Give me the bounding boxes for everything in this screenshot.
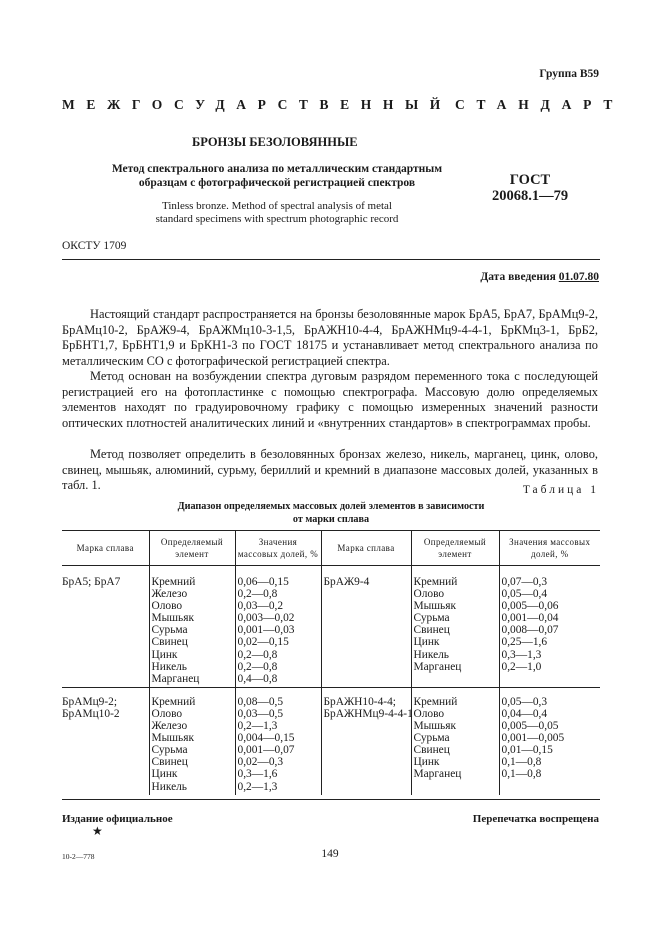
table-row xyxy=(62,687,600,794)
paragraph-elements: Метод позволяет определить в безоловянных бронзах железо, никель, марганец, цинк, олово, свинец, мышьяк, алюминий, сурьму, бериллий и кремний в диапазоне массовых долей, указанных в табл. 1. xyxy=(62,447,598,493)
table-caption-line2: от марки сплава xyxy=(292,514,370,525)
grade-cell xyxy=(321,687,411,794)
element-name: Олово xyxy=(151,600,183,613)
value-range: 0,3—1,3 xyxy=(501,648,542,661)
element-cell xyxy=(149,566,235,688)
value-range: 0,02—0,15 xyxy=(237,636,289,649)
column-header-values-right: Значения массовых долей, % xyxy=(499,531,600,566)
value-range: 0,1—0,8 xyxy=(501,768,542,781)
element-name: Кремний xyxy=(151,576,196,588)
value-range: 0,05—0,4 xyxy=(501,588,548,601)
element-name: Свинец xyxy=(413,744,450,757)
value-range: 0,001—0,005 xyxy=(501,732,565,745)
value-range: 0,4—0,8 xyxy=(237,672,278,685)
element-name: Олово xyxy=(413,707,445,720)
element-name: Олово xyxy=(413,588,445,601)
element-name: Никель xyxy=(413,648,450,661)
element-cell xyxy=(411,566,499,688)
table-label: Таблица 1 xyxy=(522,484,599,496)
element-name: Кремний xyxy=(413,576,458,588)
element-name: Олово xyxy=(151,707,183,720)
value-range: 0,03—0,5 xyxy=(237,707,284,720)
value-range: 0,04—0,4 xyxy=(501,707,548,720)
value-range: 0,01—0,15 xyxy=(501,744,553,757)
grade-name: БрАЖН10-4-4; xyxy=(323,695,396,708)
value-range: 0,07—0,3 xyxy=(501,576,548,588)
value-range: 0,05—0,3 xyxy=(501,695,548,708)
value-range: 0,005—0,05 xyxy=(501,720,559,733)
intro-date-label: Дата введения xyxy=(480,271,559,283)
element-name: Цинк xyxy=(151,648,178,661)
column-header-grade-left: Марка сплава xyxy=(62,531,149,566)
value-range: 0,2—0,8 xyxy=(237,648,278,661)
value-range: 0,2—1,0 xyxy=(501,660,542,673)
element-name: Цинк xyxy=(413,756,440,769)
intro-date-value: 01.07.80 xyxy=(558,271,599,283)
element-name: Кремний xyxy=(413,695,458,708)
column-header-element-right: Определяемый элемент xyxy=(411,531,499,566)
grade-cell xyxy=(62,566,149,688)
element-name: Сурьма xyxy=(413,732,450,745)
banner-left: МЕЖГОСУДАРСТВЕННЫЙ xyxy=(62,97,452,112)
print-code: 10-2—778 xyxy=(62,852,95,861)
table-header-row xyxy=(62,531,600,566)
value-cell xyxy=(235,566,321,688)
banner-right: СТАНДАРТ xyxy=(455,97,625,112)
official-edition: Издание официальное xyxy=(62,813,173,825)
paragraph-scope: Настоящий стандарт распространяется на бронзы безоловянные марок БрА5, БрА7, БрАМц9-2, БрАМц10-2, БрАЖ9-4, БрАЖМц10-3-1,5, БрАЖН10-4-4, БрАЖНМц9-4-4-1, БрКМц3-1, БрБ2, БрБНТ1,7, БрБНТ1,9 и БрКН1-3 по ГОСТ 18175 и устанавливает метод спектрального анализа по металлическим СО с фотографической регистрацией спектра. xyxy=(62,307,598,368)
value-range: 0,03—0,2 xyxy=(237,600,284,613)
group-code: Группа В59 xyxy=(539,68,599,80)
table-caption-line1: Диапазон определяемых массовых долей элементов в зависимости xyxy=(177,501,485,512)
grade-name: БрАЖ9-4 xyxy=(323,576,370,588)
element-name: Марганец xyxy=(413,768,462,781)
value-range: 0,001—0,03 xyxy=(237,624,295,637)
gost-label: ГОСТ xyxy=(509,172,551,188)
grade-name: БрАМц10-2 xyxy=(62,707,120,720)
element-name: Цинк xyxy=(413,636,440,649)
column-header-grade-right: Марка сплава xyxy=(321,531,411,566)
document-subtitle-line1: Метод спектрального анализа по металлическим стандартным xyxy=(111,163,443,175)
value-range: 0,2—0,8 xyxy=(237,660,278,673)
value-range: 0,001—0,07 xyxy=(237,744,295,757)
value-range: 0,1—0,8 xyxy=(501,756,542,769)
element-name: Марганец xyxy=(151,672,200,685)
element-name: Мышьяк xyxy=(413,600,457,613)
element-name: Свинец xyxy=(151,756,188,769)
value-range: 0,2—1,3 xyxy=(237,780,278,793)
value-range: 0,004—0,15 xyxy=(237,732,295,745)
english-title-line2: standard specimens with spectrum photographic record xyxy=(155,213,399,225)
grade-cell xyxy=(62,687,149,794)
element-name: Кремний xyxy=(151,695,196,708)
value-range: 0,02—0,3 xyxy=(237,756,284,769)
grade-name: БрА5; БрА7 xyxy=(62,576,121,588)
document-subtitle-line2: образцам с фотографической регистрацией спектров xyxy=(138,177,416,189)
element-name: Марганец xyxy=(413,660,462,673)
english-title-line1: Tinless bronze. Method of spectral analysis of metal xyxy=(162,200,392,212)
grade-name: БрАЖНМц9-4-4-1 xyxy=(323,707,413,720)
header-divider xyxy=(62,259,600,260)
okstu-code: ОКСТУ 1709 xyxy=(62,240,127,252)
element-name: Никель xyxy=(151,660,188,673)
element-name: Сурьма xyxy=(151,624,188,637)
value-range: 0,001—0,04 xyxy=(501,612,559,625)
intro-date xyxy=(480,271,599,283)
document-title: БРОНЗЫ БЕЗОЛОВЯННЫЕ xyxy=(192,135,358,149)
element-name: Цинк xyxy=(151,768,178,781)
value-cell xyxy=(499,687,600,794)
value-range: 0,3—1,6 xyxy=(237,768,278,781)
value-range: 0,2—1,3 xyxy=(237,720,278,733)
value-cell xyxy=(235,687,321,794)
paragraph-principle: Метод основан на возбуждении спектра дуговым разрядом переменного тока с последующей регистрацией его на фотопластинке с помощью спектрографа. Массовую долю определяемых элементов находят по градуировочному графику с помощью измеренных значений разности оптических плотностей аналитических линий и «внутренних стандартов» в спектрограммах пробы. xyxy=(62,369,598,430)
gost-number: 20068.1—79 xyxy=(491,188,569,204)
element-name: Сурьма xyxy=(413,612,450,625)
reprint-notice: Перепечатка воспрещена xyxy=(472,813,599,825)
value-range: 0,003—0,02 xyxy=(237,612,295,625)
element-name: Сурьма xyxy=(151,744,188,757)
column-header-values-left: Значения массовых долей, % xyxy=(235,531,321,566)
grade-name: БрАМц9-2; xyxy=(62,695,118,708)
value-range: 0,06—0,15 xyxy=(237,576,289,588)
element-name: Мышьяк xyxy=(151,612,195,625)
element-name: Железо xyxy=(151,588,188,601)
element-name: Никель xyxy=(151,780,188,793)
value-range: 0,2—0,8 xyxy=(237,588,278,601)
value-range: 0,008—0,07 xyxy=(501,624,559,637)
element-cell xyxy=(411,687,499,794)
column-header-element-left: Определяемый элемент xyxy=(149,531,235,566)
value-range: 0,08—0,5 xyxy=(237,695,284,708)
element-cell xyxy=(149,687,235,794)
value-range: 0,25—1,6 xyxy=(501,636,548,649)
value-range: 0,005—0,06 xyxy=(501,600,559,613)
footer-divider xyxy=(62,799,600,800)
composition-table xyxy=(62,530,600,795)
element-name: Мышьяк xyxy=(413,720,457,733)
grade-cell xyxy=(321,566,411,688)
element-name: Свинец xyxy=(413,624,450,637)
star-icon: ★ xyxy=(92,824,103,838)
element-name: Железо xyxy=(151,720,188,733)
table-row xyxy=(62,566,600,688)
element-name: Свинец xyxy=(151,636,188,649)
element-name: Мышьяк xyxy=(151,732,195,745)
page-number: 149 xyxy=(321,848,339,860)
value-cell xyxy=(499,566,600,688)
